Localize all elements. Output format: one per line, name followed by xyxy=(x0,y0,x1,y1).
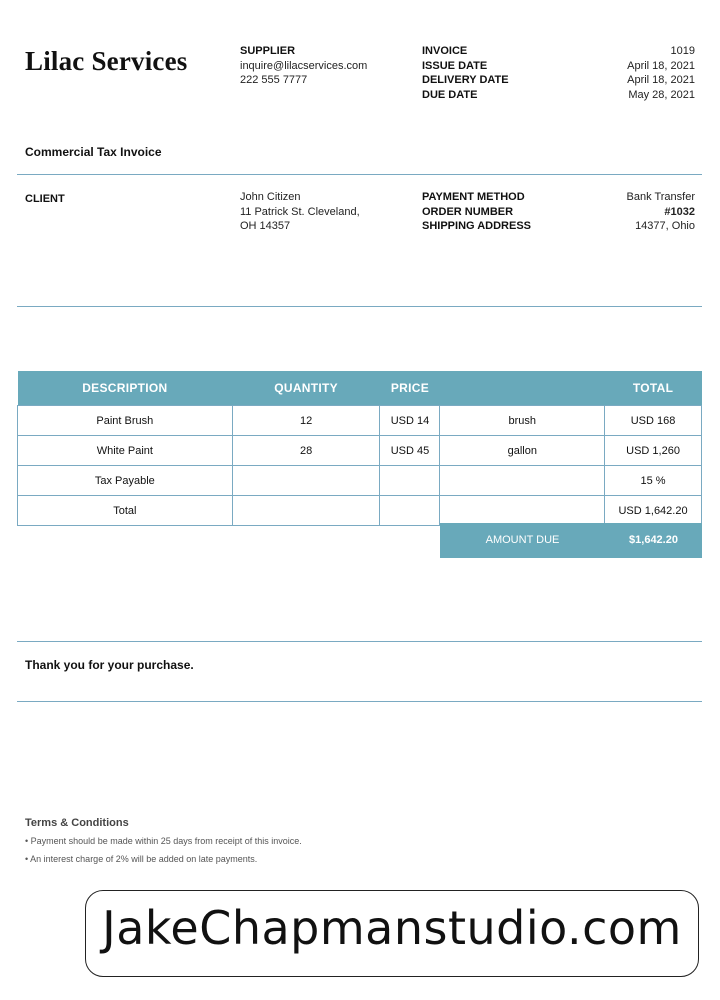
table-header-row xyxy=(18,371,702,406)
table-cell: 28 xyxy=(232,436,380,466)
amount-due-value: $1,642.20 xyxy=(629,534,678,546)
client-address-line2: OH 14357 xyxy=(240,220,291,232)
table-cell: Total xyxy=(18,496,233,526)
table-cell xyxy=(380,496,440,526)
column-header: TOTAL xyxy=(605,371,702,406)
divider xyxy=(17,641,702,642)
order-number: #1032 xyxy=(664,205,695,218)
watermark-banner xyxy=(85,890,699,977)
table-cell xyxy=(440,466,605,496)
invoice-meta-values xyxy=(560,44,695,102)
table-cell xyxy=(232,466,380,496)
company-name: Lilac Services xyxy=(25,46,188,76)
table-cell: Paint Brush xyxy=(18,406,233,436)
client-address-line1: 11 Patrick St. Cleveland, xyxy=(240,205,360,218)
supplier-email: inquire@lilacservices.com xyxy=(240,59,368,72)
due-date-label: DUE DATE xyxy=(422,88,478,101)
payment-method-label: PAYMENT METHOD xyxy=(422,191,525,203)
invoice-number-label: INVOICE xyxy=(422,45,468,57)
invoice-number: 1019 xyxy=(670,45,695,57)
items-table xyxy=(17,371,702,526)
table-row xyxy=(18,466,702,496)
amount-due-label: AMOUNT DUE xyxy=(485,534,560,546)
column-header: QUANTITY xyxy=(232,371,380,406)
table-cell: USD 168 xyxy=(605,406,702,436)
table-cell: White Paint xyxy=(18,436,233,466)
payment-values xyxy=(560,190,695,234)
table-row xyxy=(18,436,702,466)
table-cell: USD 1,642.20 xyxy=(605,496,702,526)
thank-you-message: Thank you for your purchase. xyxy=(25,658,194,672)
table-cell xyxy=(380,466,440,496)
table-cell: brush xyxy=(440,406,605,436)
terms-item: • Payment should be made within 25 days from receipt of this invoice. xyxy=(25,836,302,846)
divider xyxy=(17,701,702,702)
column-header: DESCRIPTION xyxy=(18,371,233,406)
client-label: CLIENT xyxy=(25,193,65,205)
delivery-date-label: DELIVERY DATE xyxy=(422,74,509,86)
table-row xyxy=(18,406,702,436)
issue-date-label: ISSUE DATE xyxy=(422,59,488,72)
terms-title: Terms & Conditions xyxy=(25,817,129,829)
amount-due-box xyxy=(440,523,702,558)
table-cell: USD 1,260 xyxy=(605,436,702,466)
table-cell: Tax Payable xyxy=(18,466,233,496)
supplier-block xyxy=(240,44,367,88)
column-header xyxy=(440,371,605,406)
table-cell: USD 45 xyxy=(380,436,440,466)
table-cell: 12 xyxy=(232,406,380,436)
table-cell: USD 14 xyxy=(380,406,440,436)
divider xyxy=(17,174,702,175)
delivery-date: April 18, 2021 xyxy=(627,74,695,86)
table-row xyxy=(18,496,702,526)
supplier-label: SUPPLIER xyxy=(240,45,296,57)
order-number-label: ORDER NUMBER xyxy=(422,205,514,218)
table-cell: 15 % xyxy=(605,466,702,496)
payment-method: Bank Transfer xyxy=(626,191,695,203)
table-cell xyxy=(440,496,605,526)
client-name: John Citizen xyxy=(240,191,301,203)
table-cell: gallon xyxy=(440,436,605,466)
payment-labels xyxy=(422,190,531,234)
shipping-address-label: SHIPPING ADDRESS xyxy=(422,220,532,232)
shipping-address: 14377, Ohio xyxy=(635,220,695,232)
table-cell xyxy=(232,496,380,526)
watermark-text: JakeChapmanstudio.com xyxy=(102,901,682,955)
column-header: PRICE xyxy=(380,371,440,406)
divider xyxy=(17,306,702,307)
due-date: May 28, 2021 xyxy=(628,88,695,101)
client-block xyxy=(240,190,360,234)
supplier-phone: 222 555 7777 xyxy=(240,74,308,86)
terms-item: • An interest charge of 2% will be added on late payments. xyxy=(25,854,258,864)
document-type: Commercial Tax Invoice xyxy=(25,145,162,159)
issue-date: April 18, 2021 xyxy=(627,59,695,72)
invoice-meta-labels xyxy=(422,44,509,102)
